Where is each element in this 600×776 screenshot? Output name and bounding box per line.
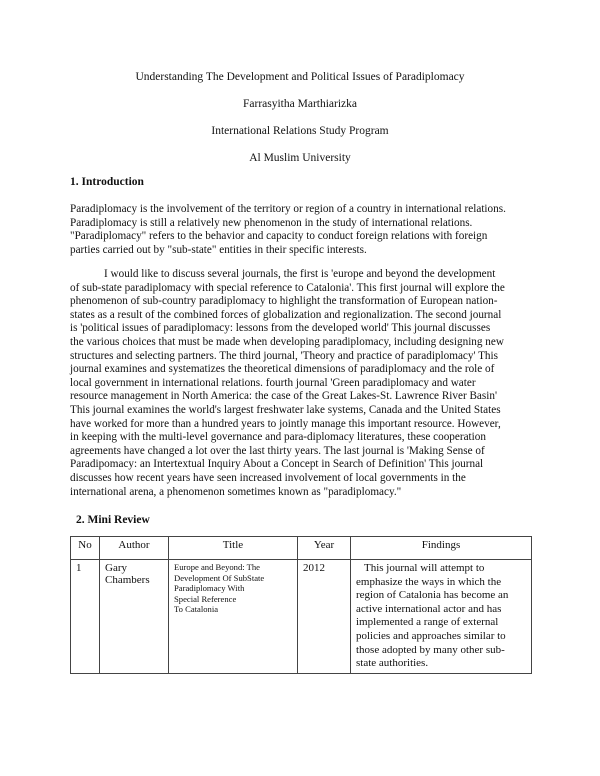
cell-no: 1 (71, 560, 100, 674)
text-line: Paradiplomacy is still a relatively new phenomenon in the study of international relations. (70, 216, 473, 229)
text-line: in keeping with the multi-level governance and para-diplomacy literatures, these cooperation (70, 431, 486, 444)
table-header-row (71, 537, 532, 560)
title-line: Paradiplomacy With (174, 583, 245, 593)
text-line: of sub-state paradiplomacy with special reference to Catalonia'. This first journal will explore the (70, 281, 505, 294)
column-header-findings: Findings (351, 537, 532, 560)
intro-paragraph-2 (70, 268, 532, 499)
cell-year: 2012 (298, 560, 351, 674)
text-line: I would like to discuss several journals, the first is 'europe and beyond the development (104, 268, 496, 280)
mini-review-table (70, 536, 532, 674)
text-line: states as a result of the combined forces of globalization and regionalization. The second journal (70, 308, 502, 321)
university-name: Al Muslim University (249, 152, 351, 164)
author-line: Chambers (105, 574, 150, 586)
column-header-no: No (71, 537, 100, 560)
table-row (71, 560, 532, 674)
findings-line: policies and approaches similar to (356, 629, 506, 642)
text-line: "Paradiplomacy" refers to the behavior and capacity to conduct foreign relations with foreign (70, 230, 488, 243)
text-line: This journal examines the world's largest freshwater lake systems, Canada and the United States (70, 403, 501, 416)
text-line: is 'political issues of paradiplomacy: lessons from the developed world' This journal discusses (70, 322, 491, 335)
title-line: Europe and Beyond: The (174, 562, 260, 572)
title-line: Development Of SubState (174, 572, 265, 583)
findings-line: state authorities. (356, 657, 429, 670)
column-header-year: Year (298, 537, 351, 560)
findings-line: active international actor and has (356, 602, 502, 615)
findings-line: This journal will attempt to (364, 562, 485, 574)
column-header-author: Author (100, 537, 169, 560)
text-line: have worked for more than a hundred years to jointly manage this important resource. However, (70, 417, 501, 430)
cell-findings (351, 560, 532, 674)
author-name: Farrasyitha Marthiarizka (243, 98, 357, 110)
title-line: Special Reference (174, 593, 237, 604)
cell-author (100, 560, 169, 674)
text-line: discusses how recent years have seen increased involvement of local governments in the (70, 471, 466, 484)
author-line: Gary (105, 562, 127, 574)
intro-paragraph-1 (70, 203, 532, 257)
text-line: the various choices that must be made when developing paradiplomacy, including designing new (70, 335, 504, 348)
text-line: international arena, a phenomenon sometimes known as "paradiplomacy." (70, 485, 402, 498)
text-line: resource management in North America: the case of the Great Lakes-St. Lawrence River Basin' (70, 390, 497, 403)
section-heading-introduction: 1. Introduction (70, 176, 144, 188)
title-line: To Catalonia (174, 604, 219, 614)
findings-line: region of Catalonia has become an (356, 589, 509, 602)
text-line: Paradiplomacy is the involvement of the territory or region of a country in international relations. (70, 203, 506, 215)
text-line: agreements have changed a lot over the last thirty years. The last journal is 'Making Sense of (70, 444, 485, 457)
section-heading-mini-review: 2. Mini Review (76, 514, 150, 526)
text-line: structures and selecting partners. The third journal, 'Theory and practice of paradiplomacy' This (70, 349, 498, 362)
paper-title: Understanding The Development and Political Issues of Paradiplomacy (135, 71, 465, 83)
text-line: local government in international relations. fourth journal 'Green paradiplomacy and water (70, 376, 476, 389)
text-line: Paradipomacy: an Intertextual Inquiry About a Concept in Search of Definition' This journal (70, 458, 484, 471)
text-line: phenomenon of sub-country paradiplomacy to highlight the transformation of European nation- (70, 295, 498, 308)
text-line: journal examines and systematizes the theoretical dimensions of paradiplomacy and the role of (70, 363, 495, 376)
cell-title (169, 560, 298, 674)
study-program: International Relations Study Program (211, 125, 389, 137)
findings-line: implemented a range of external (356, 616, 499, 629)
text-line: parties carried out by "sub-state" entities in their specific interests. (70, 243, 367, 256)
column-header-title: Title (169, 537, 298, 560)
findings-line: those adopted by many other sub- (356, 643, 505, 656)
findings-line: emphasize the ways in which the (356, 575, 502, 588)
